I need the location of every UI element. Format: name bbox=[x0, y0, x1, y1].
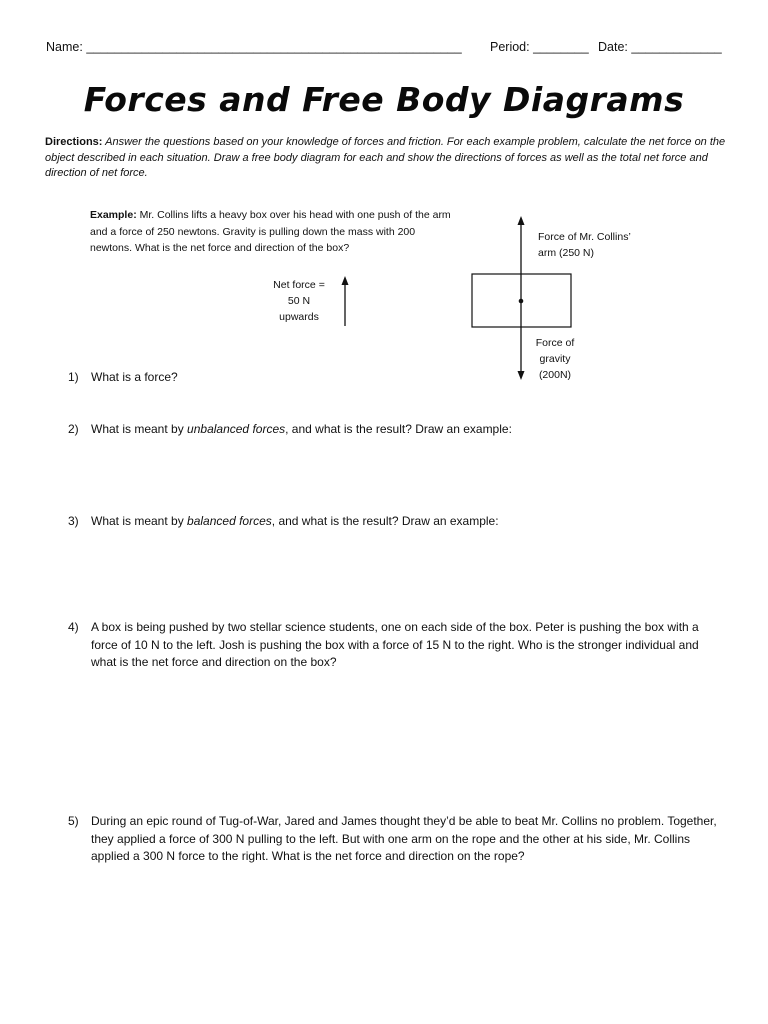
question-1-number: 1) bbox=[68, 370, 79, 384]
net-force-label-line2: 50 N bbox=[287, 295, 311, 307]
gravity-force-label-line1: Force of bbox=[535, 337, 575, 349]
question-4-text: A box is being pushed by two stellar science students, one on each side of the box. Peter is pushing the box with a force of 10 N to the left. Josh is pushing the box with a force of 15 N to the right. Who is the stronger individual and what is the net force and direction on the box? bbox=[91, 620, 699, 669]
question-1-text: What is a force? bbox=[91, 370, 178, 384]
directions-text: Answer the questions based on your knowledge of forces and friction. For each example problem, calculate the net force on the object described in each situation. Draw a free body diagram for each and show the directions of forces as well as the total net force and direction of net force. bbox=[45, 136, 726, 179]
upward-force-arrow bbox=[518, 216, 525, 301]
date-label: Date: bbox=[598, 40, 628, 54]
question-3-text-part1: What is meant by bbox=[91, 514, 188, 528]
name-label: Name: bbox=[46, 40, 83, 54]
arm-force-label bbox=[538, 229, 631, 261]
arm-force-label-line2: arm (250 N) bbox=[538, 247, 595, 259]
period-blank[interactable]: ________ bbox=[533, 40, 589, 54]
gravity-force-label-line2: gravity bbox=[539, 353, 571, 365]
question-2-text bbox=[91, 421, 726, 439]
directions-label: Directions: bbox=[45, 136, 103, 148]
question-3-text-part2: , and what is the result? Draw an example: bbox=[271, 514, 499, 528]
period-label: Period: bbox=[490, 40, 530, 54]
net-force-arrow bbox=[342, 276, 349, 326]
example-label: Example: bbox=[90, 209, 137, 221]
question-2-text-part1: What is meant by bbox=[91, 422, 188, 436]
question-2-number: 2) bbox=[68, 422, 79, 436]
gravity-force-label-line3: (200N) bbox=[538, 369, 572, 381]
example-text: Mr. Collins lifts a heavy box over his head with one push of the arm and a force of 250 newtons. Gravity is pulling down the mass with 200 newtons. What is the net force and direction of the box? bbox=[90, 209, 451, 254]
question-2-emphasis: unbalanced forces bbox=[187, 422, 286, 436]
question-4-number: 4) bbox=[68, 620, 79, 634]
net-force-label-line3: upwards bbox=[279, 311, 319, 323]
name-blank[interactable]: ______________________________________________________ bbox=[86, 40, 462, 54]
net-force-label-line1: Net force = bbox=[273, 279, 325, 291]
question-3-number: 3) bbox=[68, 514, 79, 528]
date-blank[interactable]: _____________ bbox=[631, 40, 722, 54]
center-of-mass-dot bbox=[519, 299, 524, 304]
page-title: Forces and Free Body Diagrams bbox=[83, 80, 685, 119]
question-5-number: 5) bbox=[68, 814, 79, 828]
question-3-text bbox=[91, 513, 726, 531]
arm-force-label-line1: Force of Mr. Collins’ bbox=[538, 231, 631, 243]
question-2-text-part2: , and what is the result? Draw an example: bbox=[285, 422, 512, 436]
question-3-emphasis: balanced forces bbox=[187, 514, 272, 528]
question-5-text: During an epic round of Tug-of-War, Jared and James thought they’d be able to beat Mr. Collins no problem. Together, they applied a force of 300 N pulling to the left. But with one arm on the rope and the other at his side, Mr. Collins applied a 300 N force to the right. What is the net force and direction on the rope? bbox=[91, 814, 717, 863]
